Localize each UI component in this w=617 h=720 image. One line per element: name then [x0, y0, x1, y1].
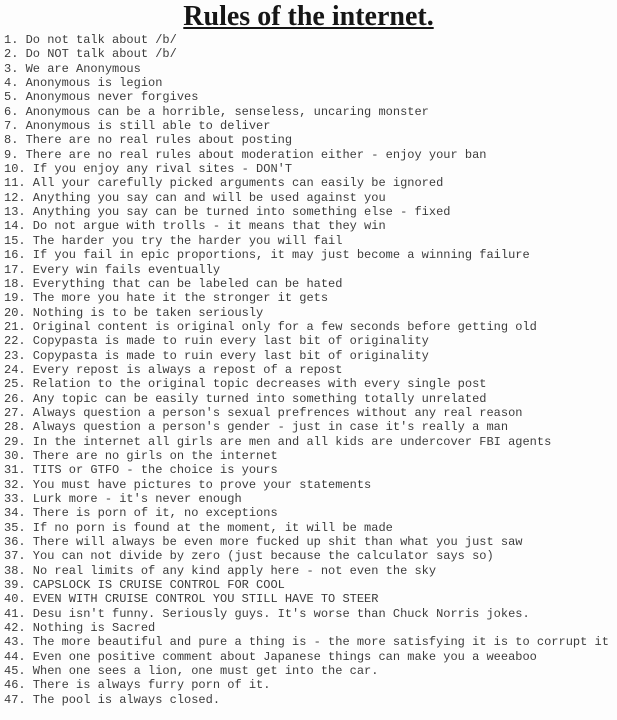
rule-line: 41. Desu isn't funny. Seriously guys. It's worse than Chuck Norris jokes. — [4, 606, 530, 621]
rule-line: 40. EVEN WITH CRUISE CONTROL YOU STILL HAVE TO STEER — [4, 592, 379, 607]
rule-line: 28. Always question a person's gender - just in case it's really a man — [4, 420, 509, 435]
rule-line: 26. Any topic can be easily turned into something totally unrelated — [4, 391, 487, 406]
rule-line: 33. Lurk more - it's never enough — [4, 492, 242, 506]
rule-line: 43. The more beautiful and pure a thing is - the more satisfying it is to corrupt it — [4, 635, 609, 650]
rule-line: 1. Do not talk about /b/ — [4, 33, 177, 47]
rule-line: 9. There are no real rules about moderation either - enjoy your ban — [4, 147, 487, 162]
rule-line: 3. We are Anonymous — [4, 61, 141, 76]
rule-line: 23. Copypasta is made to ruin every last bit of originality — [4, 348, 429, 363]
rule-line: 16. If you fail in epic proportions, it may just become a winning failure — [4, 248, 530, 263]
rule-line: 30. There are no girls on the internet — [4, 448, 278, 463]
rule-line: 37. You can not divide by zero (just because the calculator says so) — [4, 549, 494, 564]
rule-line: 39. CAPSLOCK IS CRUISE CONTROL FOR COOL — [4, 578, 285, 593]
page-title: Rules of the internet. — [183, 1, 434, 32]
rule-line: 25. Relation to the original topic decreases with every single post — [4, 377, 487, 392]
rule-line: 47. The pool is always closed. — [4, 692, 221, 707]
rule-line: 5. Anonymous never forgives — [4, 90, 199, 105]
rule-line: 46. There is always furry porn of it. — [4, 678, 271, 693]
rule-line: 19. The more you hate it the stronger it gets — [4, 291, 329, 306]
rule-line: 22. Copypasta is made to ruin every last bit of originality — [4, 334, 429, 349]
rule-line: 6. Anonymous can be a horrible, senseless, uncaring monster — [4, 104, 429, 119]
rule-line: 35. If no porn is found at the moment, it will be made — [4, 520, 393, 535]
rule-line: 45. When one sees a lion, one must get into the car. — [4, 664, 379, 679]
rule-line: 11. All your carefully picked arguments can easily be ignored — [4, 176, 444, 191]
rule-line: 20. Nothing is to be taken seriously — [4, 305, 264, 320]
rule-line: 27. Always question a person's sexual prefrences without any real reason — [4, 405, 523, 420]
rule-line: 42. Nothing is Sacred — [4, 621, 156, 636]
rule-line: 21. Original content is original only for a few seconds before getting old — [4, 319, 537, 334]
rule-line: 44. Even one positive comment about Japanese things can make you a weeaboo — [4, 649, 537, 664]
rule-line: 10. If you enjoy any rival sites - DON'T — [4, 162, 293, 177]
rule-line: 14. Do not argue with trolls - it means that they win — [4, 219, 386, 234]
rule-line: 36. There will always be even more fucked up shit than what you just saw — [4, 535, 523, 550]
rule-line: 18. Everything that can be labeled can be hated — [4, 276, 343, 291]
rule-line: 2. Do NOT talk about /b/ — [4, 47, 177, 62]
rule-line: 12. Anything you say can and will be used against you — [4, 190, 386, 205]
rule-line: 8. There are no real rules about posting — [4, 133, 293, 148]
rule-line: 38. No real limits of any kind apply here - not even the sky — [4, 563, 437, 578]
rule-line: 34. There is porn of it, no exceptions — [4, 506, 278, 521]
rule-line: 4. Anonymous is legion — [4, 76, 163, 91]
rule-line: 29. In the internet all girls are men and all kids are undercover FBI agents — [4, 434, 552, 449]
rule-line: 13. Anything you say can be turned into something else - fixed — [4, 205, 451, 220]
rule-line: 15. The harder you try the harder you will fail — [4, 233, 343, 248]
rule-line: 7. Anonymous is still able to deliver — [4, 119, 271, 134]
rule-line: 17. Every win fails eventually — [4, 262, 221, 277]
rule-line: 32. You must have pictures to prove your statements — [4, 477, 372, 492]
rules-list — [0, 33, 617, 707]
rule-line: 31. TITS or GTFO - the choice is yours — [4, 463, 278, 478]
rule-line: 24. Every repost is always a repost of a repost — [4, 362, 343, 377]
